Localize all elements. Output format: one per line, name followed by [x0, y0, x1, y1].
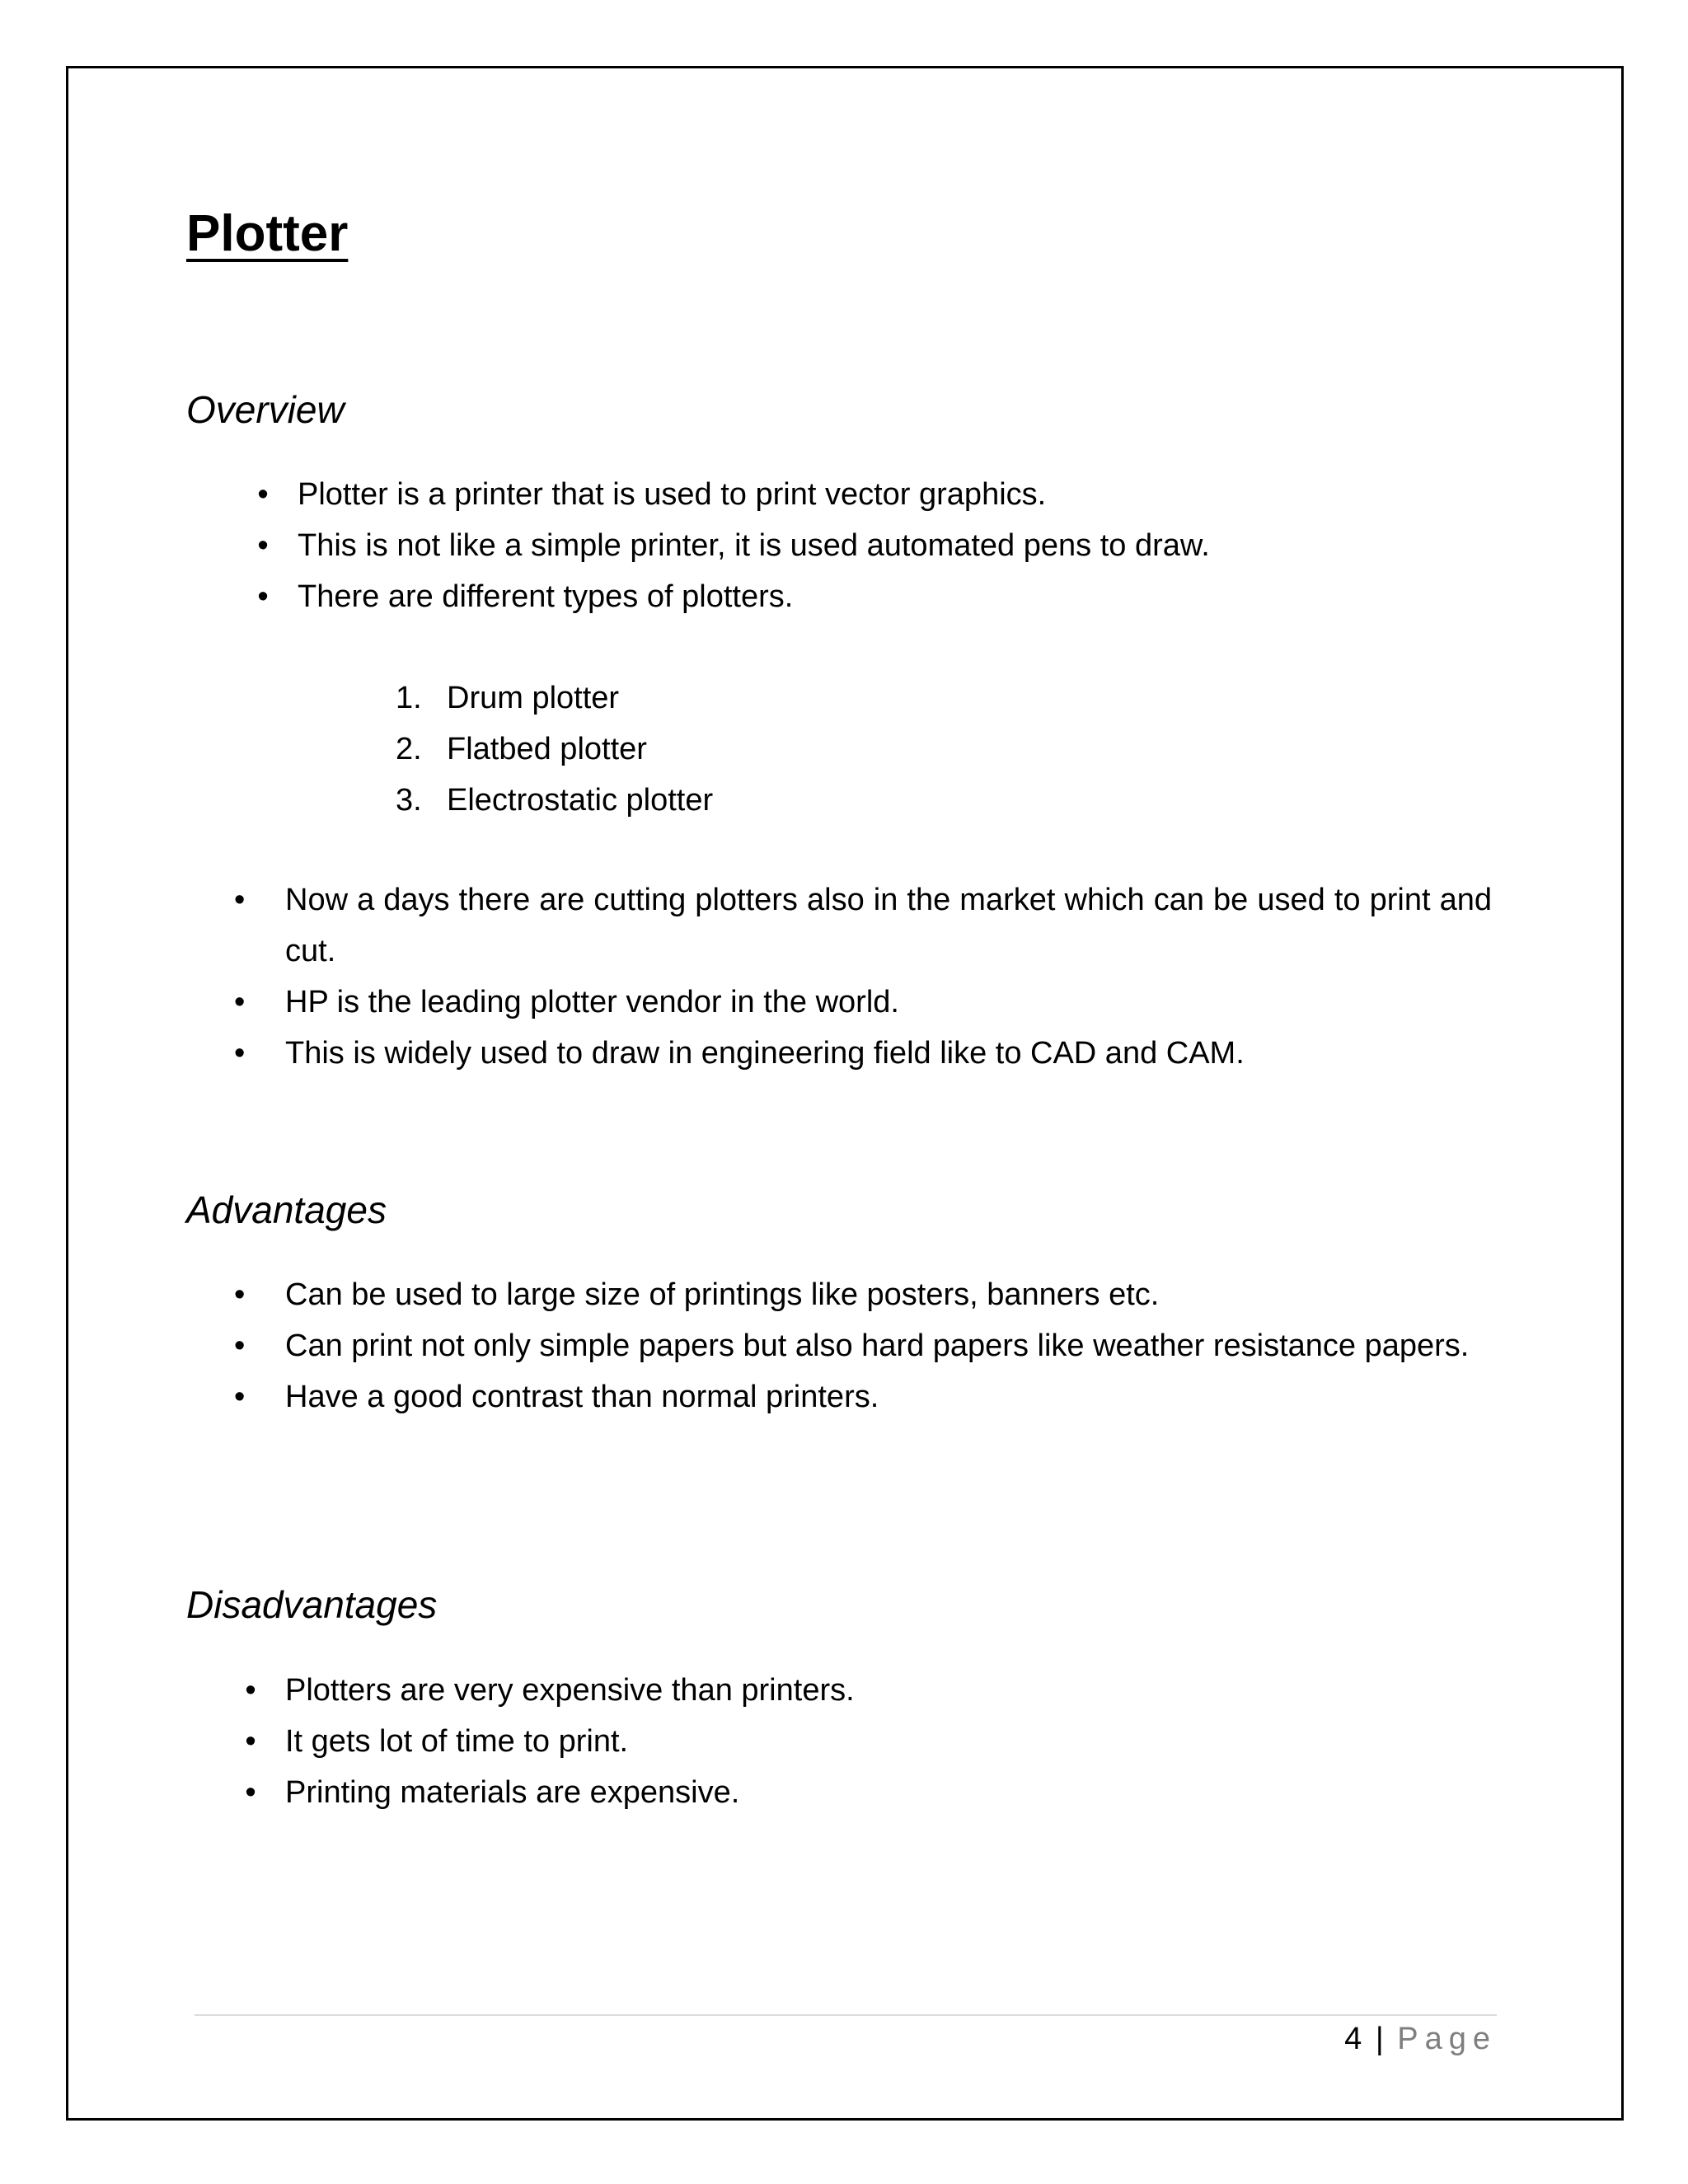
list-item-text: This is not like a simple printer, it is used automated pens to draw. [298, 528, 1210, 563]
list-item [396, 673, 713, 724]
list-item [257, 469, 1493, 520]
bullet-icon: • [234, 1329, 246, 1363]
bullet-icon: • [234, 1036, 246, 1071]
list-number: 3. [396, 783, 422, 818]
list-item [257, 520, 1493, 571]
list-item [234, 1371, 1492, 1422]
list-item-text: HP is the leading plotter vendor in the world. [285, 985, 899, 1019]
plotter-types-list [396, 673, 713, 826]
advantages-heading: Advantages [186, 1188, 387, 1231]
overview-bullet-list [257, 469, 1493, 622]
list-number: 1. [396, 681, 422, 715]
list-item-text: There are different types of plotters. [298, 579, 794, 614]
bullet-icon: • [234, 883, 246, 917]
list-number: 2. [396, 732, 422, 766]
list-item-text: Now a days there are cutting plotters also in the market which can be used to print and cut. [285, 883, 1492, 968]
list-item [234, 1320, 1492, 1371]
list-item-text: It gets lot of time to print. [285, 1724, 629, 1759]
overview-more-bullet-list [234, 874, 1492, 1079]
bullet-icon: • [245, 1673, 256, 1708]
list-item [257, 571, 1493, 622]
footer-divider [195, 2014, 1497, 2016]
bullet-icon: • [234, 985, 246, 1019]
list-item-text: Drum plotter [447, 681, 620, 715]
list-item [234, 977, 1492, 1028]
disadvantages-heading: Disadvantages [186, 1583, 438, 1626]
bullet-icon: • [257, 477, 269, 512]
page-number: 4 [1344, 2022, 1362, 2056]
list-item-text: Flatbed plotter [447, 732, 647, 766]
list-item [245, 1665, 1492, 1716]
list-item [234, 1269, 1492, 1320]
list-item-text: Plotters are very expensive than printers. [285, 1673, 855, 1708]
page-label: Page [1397, 2022, 1497, 2056]
bullet-icon: • [234, 1277, 246, 1312]
list-item-text: Plotter is a printer that is used to print vector graphics. [298, 477, 1047, 512]
list-item-text: This is widely used to draw in engineering field like to CAD and CAM. [285, 1036, 1245, 1071]
advantages-bullet-list [234, 1269, 1492, 1422]
footer-separator: | [1375, 2022, 1384, 2056]
list-item [396, 724, 713, 775]
list-item [234, 874, 1492, 977]
bullet-icon: • [245, 1775, 256, 1810]
bullet-icon: • [245, 1724, 256, 1759]
list-item-text: Have a good contrast than normal printers. [285, 1380, 879, 1414]
bullet-icon: • [257, 579, 269, 614]
page-footer [1344, 2015, 1497, 2063]
list-item-text: Can be used to large size of printings like posters, banners etc. [285, 1277, 1160, 1312]
list-item [245, 1767, 1492, 1818]
page-title: Plotter [186, 205, 349, 262]
bullet-icon: • [257, 528, 269, 563]
list-item-text: Can print not only simple papers but also hard papers like weather resistance papers. [285, 1329, 1470, 1363]
overview-heading: Overview [186, 388, 345, 431]
disadvantages-bullet-list [245, 1665, 1492, 1818]
list-item [396, 775, 713, 826]
list-item [245, 1716, 1492, 1767]
bullet-icon: • [234, 1380, 246, 1414]
list-item-text: Electrostatic plotter [447, 783, 714, 818]
list-item [234, 1028, 1492, 1079]
list-item-text: Printing materials are expensive. [285, 1775, 740, 1810]
